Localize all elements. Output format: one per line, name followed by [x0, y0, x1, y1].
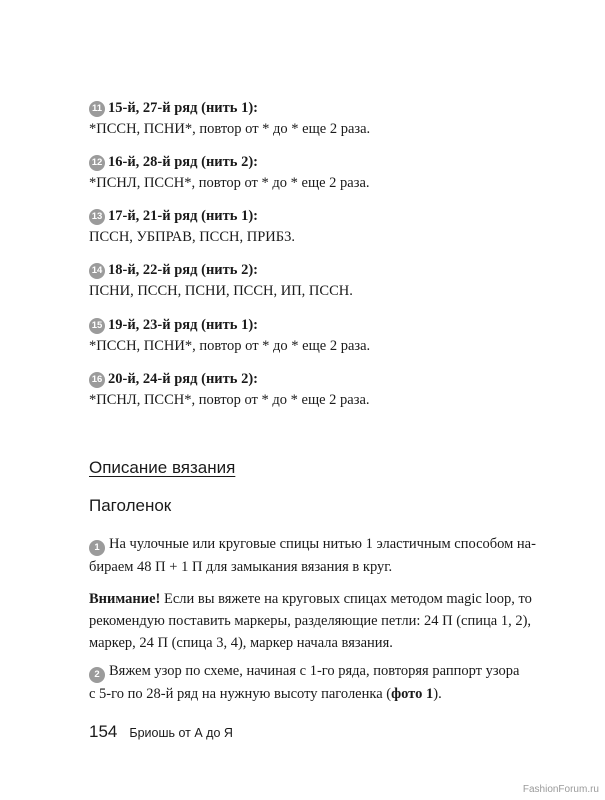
row-title: 19-й, 23-й ряд (нить 1): [108, 317, 258, 333]
section-title: Описание вязания [89, 458, 236, 477]
paragraph-line: Вяжем узор по схеме, начиная с 1-го ряда, повторяя раппорт узора [109, 663, 520, 679]
step-number-badge: 12 [89, 155, 105, 171]
paragraph-line: рекомендую поставить маркеры, разделяющие петли: 24 П (спица 1, 2), [89, 613, 532, 629]
row-instruction-14 [89, 260, 559, 302]
step-number-badge: 15 [89, 318, 105, 334]
step-number-badge: 14 [89, 263, 105, 279]
photo-reference: фото 1 [391, 686, 434, 702]
row-instruction-11 [89, 98, 559, 140]
paragraph-line: бираем 48 П + 1 П для замыкания вязания в круг. [89, 559, 393, 575]
step-number-badge: 2 [89, 667, 105, 683]
row-heading [89, 315, 559, 336]
row-heading [89, 206, 559, 227]
row-text: *ПСНЛ, ПССН*, повтор от * до * еще 2 раза. [89, 175, 370, 191]
row-title: 16-й, 28-й ряд (нить 2): [108, 154, 258, 170]
paragraph-line: На чулочные или круговые спицы нитью 1 эластичным способом на- [109, 536, 536, 552]
paragraph-line: с 5-го по 28-й ряд на нужную высоту паголенка ( [89, 686, 392, 702]
instruction-paragraph-1 [89, 533, 549, 578]
step-number-badge: 11 [89, 101, 105, 117]
note-paragraph [89, 588, 549, 654]
paragraph-line: маркер, 24 П (спица 3, 4), маркер начала вязания. [89, 635, 393, 651]
paragraph-line: Если вы вяжете на круговых спицах методом magic loop, то [160, 591, 532, 607]
row-instruction-12 [89, 152, 559, 194]
row-text: ПСНИ, ПССН, ПСНИ, ПССН, ИП, ПССН. [89, 283, 353, 299]
row-title: 15-й, 27-й ряд (нить 1): [108, 100, 258, 116]
row-title: 17-й, 21-й ряд (нить 1): [108, 208, 258, 224]
watermark: FashionForum.ru [522, 784, 599, 795]
step-number-badge: 13 [89, 209, 105, 225]
row-text: *ПССН, ПСНИ*, повтор от * до * еще 2 раза. [89, 121, 371, 137]
instruction-paragraph-2 [89, 660, 549, 705]
subsection-title: Паголенок [89, 496, 172, 515]
paragraph-line-end: ). [433, 686, 442, 702]
book-title: Бриошь от А до Я [129, 726, 233, 740]
step-number-badge: 16 [89, 372, 105, 388]
row-heading [89, 369, 559, 390]
page-number: 154 [89, 722, 118, 741]
row-instruction-16 [89, 369, 559, 411]
row-text: *ПССН, ПСНИ*, повтор от * до * еще 2 раза. [89, 338, 371, 354]
row-heading [89, 98, 559, 119]
row-title: 20-й, 24-й ряд (нить 2): [108, 371, 258, 387]
row-text: *ПСНЛ, ПССН*, повтор от * до * еще 2 раза. [89, 392, 370, 408]
row-heading [89, 152, 559, 173]
row-instruction-15 [89, 315, 559, 357]
row-text: ПССН, УБПРАВ, ПССН, ПРИБ3. [89, 229, 295, 245]
row-heading [89, 260, 559, 281]
note-label: Внимание! [89, 591, 161, 607]
row-title: 18-й, 22-й ряд (нить 2): [108, 262, 258, 278]
page-footer [89, 722, 233, 742]
row-instruction-13 [89, 206, 559, 248]
step-number-badge: 1 [89, 540, 105, 556]
